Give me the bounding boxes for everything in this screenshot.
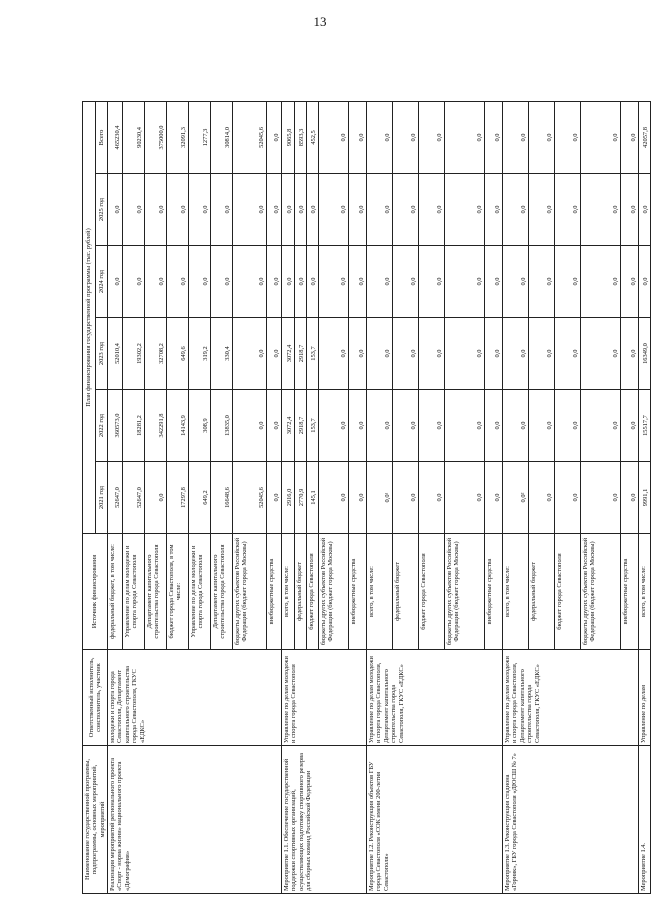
amount-cell: 0,0 — [108, 174, 123, 246]
funding-source: бюджет города Севастополя — [419, 534, 445, 650]
table-row — [503, 101, 529, 893]
amount-cell: 330,4 — [211, 318, 233, 390]
amount-cell: 0,0 — [108, 246, 123, 318]
amount-cell: 16349,0 — [639, 318, 651, 390]
funding-source: федеральный бюджет, в том числе: — [108, 534, 123, 650]
funding-source: бюджет города Севастополя — [307, 534, 319, 650]
amount-cell: 308,9 — [189, 390, 211, 462]
funding-source: всего, в том числе: — [282, 534, 295, 650]
amount-cell: 52010,4 — [108, 318, 123, 390]
amount-cell: 649,6 — [167, 318, 189, 390]
amount-cell: 145,1 — [307, 462, 319, 534]
total-cell: 0,0 — [445, 101, 485, 173]
total-cell: 0,0 — [581, 101, 621, 173]
funding-source: федеральный бюджет — [295, 534, 307, 650]
amount-cell: 2918,7 — [295, 390, 307, 462]
amount-cell: 0,0 — [445, 318, 485, 390]
amount-cell: 0,0 — [529, 318, 555, 390]
total-cell: 52045,6 — [233, 101, 267, 173]
funding-source: всего, в том числе: — [503, 534, 529, 650]
amount-cell: 0,0 — [267, 246, 282, 318]
total-cell: 0,0 — [529, 101, 555, 173]
header-year: 2025 год — [95, 174, 108, 246]
amount-cell: 0,0 — [555, 174, 581, 246]
amount-cell: 0,0² — [503, 462, 529, 534]
amount-cell: 0,0 — [581, 246, 621, 318]
total-cell: 9065,8 — [282, 101, 295, 173]
amount-cell: 13835,0 — [211, 390, 233, 462]
total-cell: 0,0 — [419, 101, 445, 173]
amount-cell: 0,0 — [393, 390, 419, 462]
header-year: 2022 год — [95, 390, 108, 462]
funding-source: бюджеты других субъектов Российской Федерации (бюджет города Москвы) — [319, 534, 349, 650]
amount-cell: 0,0 — [145, 246, 167, 318]
amount-cell: 0,0 — [295, 174, 307, 246]
amount-cell: 0,0 — [233, 246, 267, 318]
amount-cell: 0,0 — [555, 318, 581, 390]
amount-cell: 2918,7 — [295, 318, 307, 390]
funding-source: бюджеты других субъектов Российской Федерации (бюджет города Москвы) — [581, 534, 621, 650]
total-cell: 30814,0 — [211, 101, 233, 173]
total-cell: 0,0 — [349, 101, 367, 173]
amount-cell: 0,0 — [581, 174, 621, 246]
measure-name: Мероприятие 1.4. — [639, 746, 651, 894]
amount-cell: 0,0 — [529, 462, 555, 534]
funding-source: бюджет города Севастополя — [555, 534, 581, 650]
responsible-executor: Управление по делам молодежи и спорта города Севастополя, Департамент капитального строительства города Севастополя, ГКУС «ЕДКС» — [367, 650, 503, 746]
table-row — [108, 101, 123, 893]
header-year: 2024 год — [95, 246, 108, 318]
amount-cell: 0,0 — [145, 174, 167, 246]
amount-cell: 0,0¹ — [367, 462, 393, 534]
amount-cell: 0,0 — [282, 174, 295, 246]
amount-cell: 0,0 — [319, 174, 349, 246]
amount-cell: 16648,6 — [211, 462, 233, 534]
amount-cell: 0,0 — [621, 390, 639, 462]
amount-cell: 0,0 — [419, 390, 445, 462]
amount-cell: 153,7 — [307, 318, 319, 390]
total-cell: 42057,8 — [639, 101, 651, 173]
amount-cell: 3072,4 — [282, 318, 295, 390]
amount-cell: 0,0 — [621, 174, 639, 246]
amount-cell: 0,0 — [419, 462, 445, 534]
funding-source: бюджет города Севастополя, в том числе: — [167, 534, 189, 650]
funding-source: внебюджетные средства — [621, 534, 639, 650]
total-cell: 32091,3 — [167, 101, 189, 173]
amount-cell: 0,0 — [555, 390, 581, 462]
amount-cell: 52045,6 — [233, 462, 267, 534]
funding-source: бюджеты других субъектов Российской Федерации (бюджет города Москвы) — [233, 534, 267, 650]
table-row — [367, 101, 393, 893]
amount-cell: 0,0 — [503, 390, 529, 462]
amount-cell: 360573,0 — [108, 390, 123, 462]
amount-cell: 2770,9 — [295, 462, 307, 534]
amount-cell: 14143,9 — [167, 390, 189, 462]
amount-cell: 0,0 — [282, 246, 295, 318]
amount-cell: 0,0 — [529, 390, 555, 462]
funding-source: Управление по делам молодежи и спорта города Севастополя — [189, 534, 211, 650]
amount-cell: 0,0 — [529, 246, 555, 318]
amount-cell: 0,0 — [267, 174, 282, 246]
amount-cell: 0,0 — [319, 462, 349, 534]
amount-cell: 0,0 — [145, 462, 167, 534]
total-cell: 8593,3 — [295, 101, 307, 173]
funding-source: всего, в том числе: — [639, 534, 651, 650]
amount-cell: 649,2 — [189, 462, 211, 534]
total-cell: 0,0 — [555, 101, 581, 173]
measure-name: Мероприятие 1.3. Реконструкция стадиона «Горняк», ГБУ города Севастополя «ДЮСШ № 7» — [503, 746, 639, 894]
amount-cell: 18281,2 — [123, 390, 145, 462]
amount-cell: 0,0 — [393, 462, 419, 534]
amount-cell: 0,0 — [485, 462, 503, 534]
funding-source: федеральный бюджет — [529, 534, 555, 650]
amount-cell: 0,0 — [123, 174, 145, 246]
amount-cell: 0,0 — [503, 174, 529, 246]
amount-cell: 0,0 — [267, 462, 282, 534]
amount-cell: 0,0 — [349, 318, 367, 390]
total-cell: 452,5 — [307, 101, 319, 173]
funding-source: внебюджетные средства — [267, 534, 282, 650]
amount-cell: 17297,8 — [167, 462, 189, 534]
amount-cell: 0,0 — [319, 318, 349, 390]
responsible-executor: Управление по делам — [639, 650, 651, 746]
amount-cell: 0,0 — [419, 174, 445, 246]
amount-cell: 0,0 — [555, 246, 581, 318]
amount-cell: 0,0 — [167, 174, 189, 246]
amount-cell: 0,0 — [367, 174, 393, 246]
amount-cell: 0,0 — [445, 390, 485, 462]
amount-cell: 19302,2 — [123, 318, 145, 390]
amount-cell: 0,0 — [581, 390, 621, 462]
amount-cell: 0,0 — [349, 390, 367, 462]
financing-table — [82, 101, 651, 894]
amount-cell: 52647,0 — [123, 462, 145, 534]
amount-cell: 0,0 — [529, 174, 555, 246]
funding-source: федеральный бюджет — [393, 534, 419, 650]
total-cell: 375000,0 — [145, 101, 167, 173]
amount-cell: 0,0 — [419, 246, 445, 318]
header-plan: План финансирования государственной программы (тыс. рублей) — [83, 101, 96, 533]
header-source: Источник финансирования — [83, 534, 108, 650]
amount-cell: 0,0 — [307, 246, 319, 318]
amount-cell: 153,7 — [307, 390, 319, 462]
amount-cell: 0,0 — [349, 246, 367, 318]
funding-source: внебюджетные средства — [485, 534, 503, 650]
amount-cell: 0,0 — [189, 246, 211, 318]
amount-cell: 0,0 — [503, 246, 529, 318]
amount-cell: 0,0 — [349, 462, 367, 534]
amount-cell: 0,0 — [393, 246, 419, 318]
rotated-table — [82, 102, 649, 894]
funding-source: Департамент капитального строительства города Севастополя — [145, 534, 167, 650]
header-year: 2021 год — [95, 462, 108, 534]
funding-source: внебюджетные средства — [349, 534, 367, 650]
responsible-executor: Управление по делам молодежи и спорта города Севастополя — [282, 650, 367, 746]
amount-cell: 0,0 — [233, 318, 267, 390]
amount-cell: 0,0 — [485, 390, 503, 462]
amount-cell: 0,0 — [581, 462, 621, 534]
amount-cell: 0,0 — [349, 174, 367, 246]
total-cell: 90230,4 — [123, 101, 145, 173]
amount-cell: 0,0 — [581, 318, 621, 390]
amount-cell: 0,0 — [485, 174, 503, 246]
amount-cell: 0,0 — [621, 462, 639, 534]
amount-cell: 0,0 — [393, 174, 419, 246]
amount-cell: 9991,1 — [639, 462, 651, 534]
total-cell: 465230,4 — [108, 101, 123, 173]
header-year: 2023 год — [95, 318, 108, 390]
funding-source: Управление по делам молодежи и спорта города Севастополя — [123, 534, 145, 650]
measure-name: Мероприятие 1.1. Обеспечение государственной поддержки спортивных организаций, осуществляющих подготовку спортивного резерва для сборных команд Российской Федерации — [282, 746, 367, 894]
header-name: Наименование государственной программы, подпрограммы, основных мероприятий, мероприятий — [83, 746, 108, 894]
amount-cell: 0,0 — [639, 174, 651, 246]
amount-cell: 0,0 — [367, 318, 393, 390]
total-cell: 0,0 — [393, 101, 419, 173]
amount-cell: 0,0 — [419, 318, 445, 390]
measure-name: Реализация мероприятий регионального проекта «Спорт - норма жизни» национального проекта «Демография» — [108, 746, 282, 894]
total-cell: 0,0 — [485, 101, 503, 173]
table-body — [108, 101, 651, 893]
amount-cell: 0,0 — [445, 174, 485, 246]
total-cell: 0,0 — [319, 101, 349, 173]
funding-source: всего, в том числе: — [367, 534, 393, 650]
total-cell: 0,0 — [267, 101, 282, 173]
amount-cell: 0,0 — [267, 390, 282, 462]
amount-cell: 0,0 — [621, 318, 639, 390]
funding-source: Департамент капитального строительства города Севастополя — [211, 534, 233, 650]
amount-cell: 0,0 — [123, 246, 145, 318]
table-frame — [82, 102, 649, 894]
measure-name: Мероприятие 1.2. Реконструкция объектов ГБУ города Севастополя «СОК имени 200-летия Севастополя» — [367, 746, 503, 894]
total-cell: 1277,3 — [189, 101, 211, 173]
amount-cell: 0,0 — [167, 246, 189, 318]
total-cell: 0,0 — [621, 101, 639, 173]
amount-cell: 0,0 — [233, 390, 267, 462]
amount-cell: 32708,2 — [145, 318, 167, 390]
amount-cell: 0,0 — [485, 246, 503, 318]
amount-cell: 319,2 — [189, 318, 211, 390]
amount-cell: 0,0 — [445, 246, 485, 318]
total-cell: 0,0 — [367, 101, 393, 173]
amount-cell: 0,0 — [189, 174, 211, 246]
amount-cell: 0,0 — [393, 318, 419, 390]
amount-cell: 0,0 — [503, 318, 529, 390]
amount-cell: 342291,8 — [145, 390, 167, 462]
amount-cell: 0,0 — [319, 246, 349, 318]
amount-cell: 0,0 — [555, 462, 581, 534]
amount-cell: 0,0 — [367, 390, 393, 462]
amount-cell: 0,0 — [211, 246, 233, 318]
header-total: Всего — [95, 101, 108, 173]
amount-cell: 0,0 — [233, 174, 267, 246]
funding-source: бюджеты других субъектов Российской Федерации (бюджет города Москвы) — [445, 534, 485, 650]
total-cell: 0,0 — [503, 101, 529, 173]
amount-cell: 0,0 — [445, 462, 485, 534]
page-number: 13 — [313, 14, 327, 29]
amount-cell: 0,0 — [621, 246, 639, 318]
amount-cell: 0,0 — [367, 246, 393, 318]
amount-cell: 15517,7 — [639, 390, 651, 462]
amount-cell: 52647,0 — [108, 462, 123, 534]
table-row — [282, 101, 295, 893]
amount-cell: 0,0 — [485, 318, 503, 390]
amount-cell: 0,0 — [267, 318, 282, 390]
amount-cell: 2916,0 — [282, 462, 295, 534]
table-row — [639, 101, 651, 893]
header-responsible: Ответственный исполнитель, соисполнитель, участник — [83, 650, 108, 746]
amount-cell: 0,0 — [211, 174, 233, 246]
responsible-executor: Управление по делам молодежи и спорта города Севастополя, Департамент капитального строительства города Севастополя, ГКУС «ЕДКС» — [503, 650, 639, 746]
amount-cell: 0,0 — [639, 246, 651, 318]
amount-cell: 0,0 — [307, 174, 319, 246]
amount-cell: 0,0 — [295, 246, 307, 318]
responsible-executor: молодежи и спорта города Севастополя, Департамент капитального строительства города Севастополя, ГКУС «ЕДКС» — [108, 650, 282, 746]
amount-cell: 3072,4 — [282, 390, 295, 462]
amount-cell: 0,0 — [319, 390, 349, 462]
